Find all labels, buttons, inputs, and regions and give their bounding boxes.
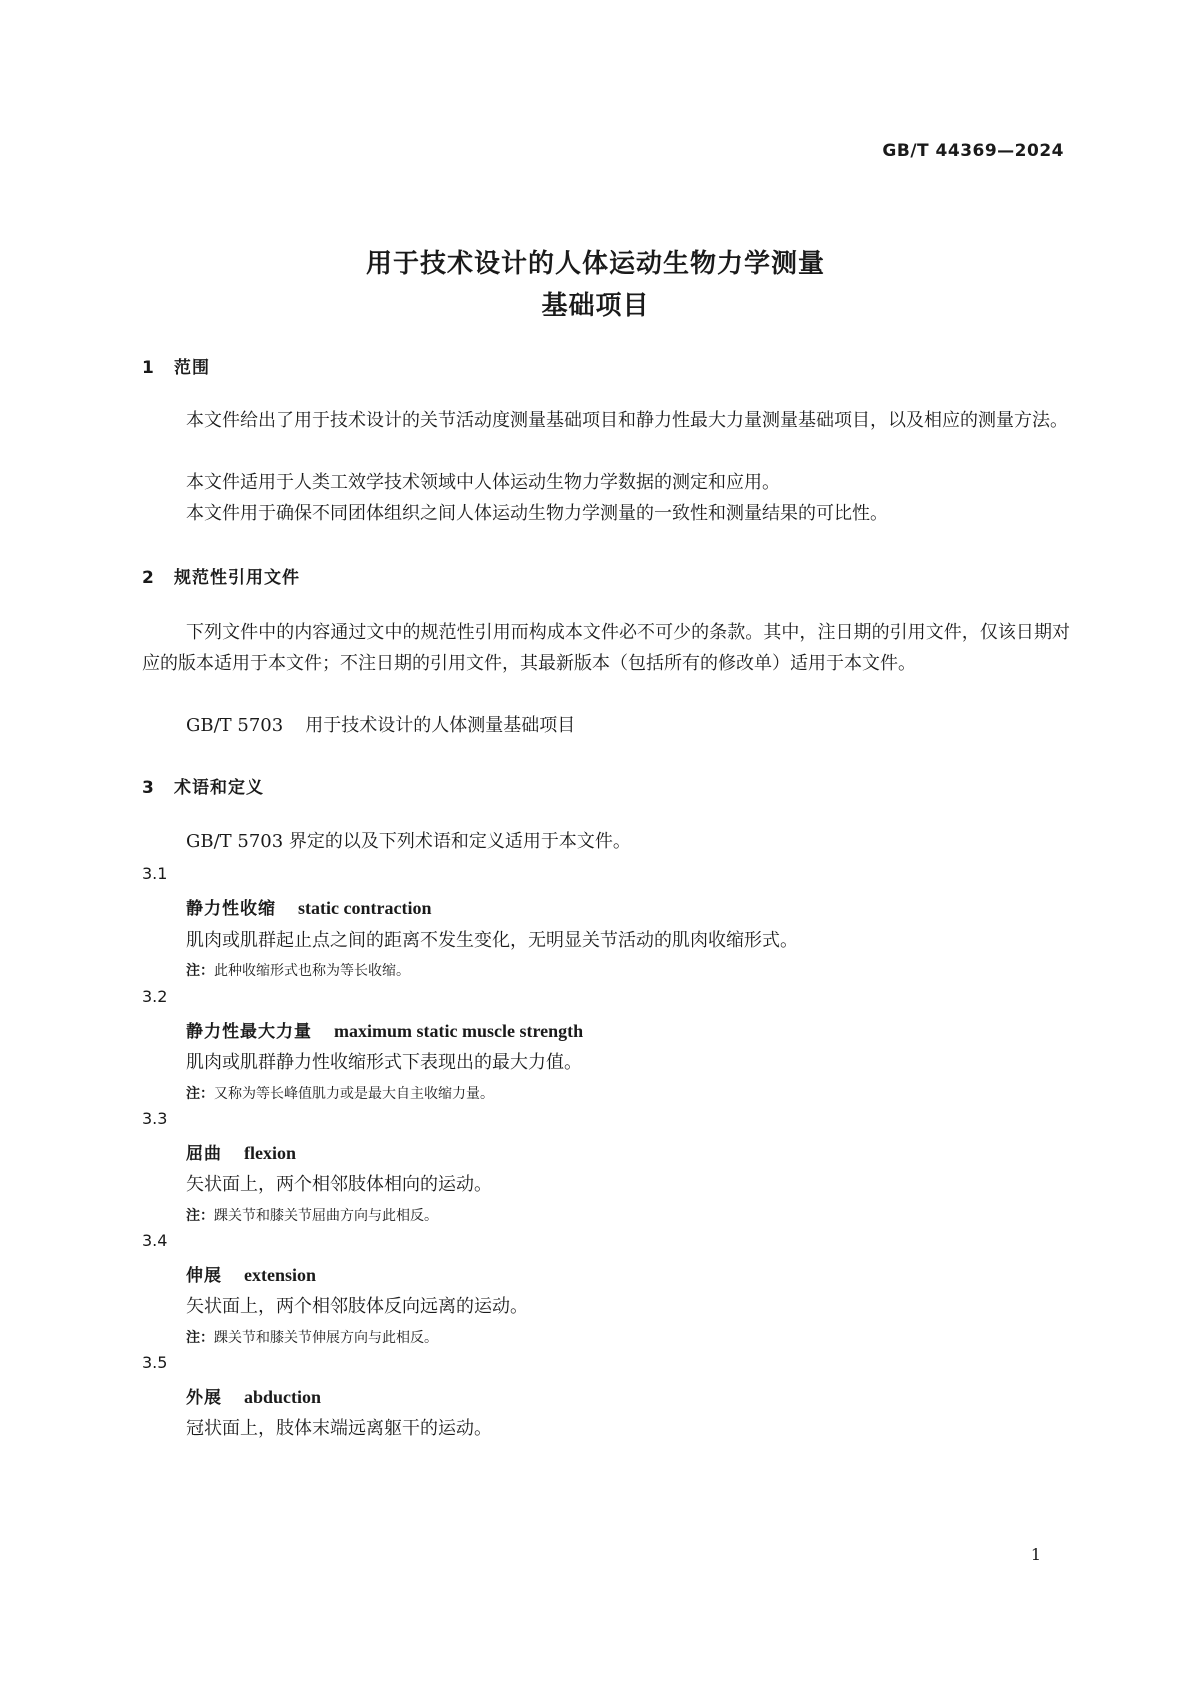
term-definition: 冠状面上，肢体末端远离躯干的运动。 bbox=[186, 1418, 492, 1439]
note-text: 此种收缩形式也称为等长收缩。 bbox=[214, 963, 410, 979]
term-definition: 矢状面上，两个相邻肢体反向远离的运动。 bbox=[186, 1296, 528, 1317]
term-number: 3.1 bbox=[142, 864, 168, 883]
section-title: 术语和定义 bbox=[174, 778, 264, 798]
term-definition: 矢状面上，两个相邻肢体相向的运动。 bbox=[186, 1174, 492, 1195]
scope-paragraph-2: 本文件适用于人类工效学技术领域中人体运动生物力学数据的测定和应用。 bbox=[186, 472, 780, 493]
term-chinese: 静力性收缩 bbox=[186, 899, 276, 919]
page-number: 1 bbox=[1030, 1545, 1041, 1564]
term-note bbox=[186, 1083, 494, 1103]
term-chinese: 外展 bbox=[186, 1388, 222, 1408]
term-entry bbox=[186, 1261, 316, 1286]
section-title: 范围 bbox=[174, 358, 210, 378]
terms-intro: GB/T 5703 界定的以及下列术语和定义适用于本文件。 bbox=[186, 831, 631, 852]
term-english: maximum static muscle strength bbox=[334, 1021, 584, 1041]
term-number: 3.5 bbox=[142, 1353, 168, 1372]
standard-code: GB/T 44369—2024 bbox=[882, 141, 1064, 161]
section-number: 3 bbox=[142, 778, 155, 798]
term-note bbox=[186, 1327, 438, 1347]
section-1-heading bbox=[142, 353, 210, 378]
term-english: abduction bbox=[244, 1387, 322, 1407]
term-number: 3.2 bbox=[142, 987, 168, 1006]
term-entry bbox=[186, 1139, 296, 1164]
term-number: 3.4 bbox=[142, 1231, 168, 1250]
note-label: 注： bbox=[186, 1208, 214, 1224]
document-title-line1: 用于技术设计的人体运动生物力学测量 bbox=[365, 249, 825, 279]
term-number: 3.3 bbox=[142, 1109, 168, 1128]
note-label: 注： bbox=[186, 963, 214, 979]
section-title: 规范性引用文件 bbox=[174, 568, 300, 588]
term-english: static contraction bbox=[298, 898, 432, 918]
term-entry bbox=[186, 894, 431, 919]
term-entry bbox=[186, 1017, 583, 1042]
section-2-heading bbox=[142, 563, 300, 588]
term-english: flexion bbox=[244, 1143, 296, 1163]
note-text: 踝关节和膝关节伸展方向与此相反。 bbox=[214, 1330, 438, 1346]
reference-entry bbox=[186, 710, 575, 741]
reference-title: 用于技术设计的人体测量基础项目 bbox=[305, 715, 576, 736]
document-title-line2: 基础项目 bbox=[541, 291, 650, 321]
section-number: 1 bbox=[142, 358, 155, 378]
term-english: extension bbox=[244, 1265, 316, 1285]
note-text: 踝关节和膝关节屈曲方向与此相反。 bbox=[214, 1208, 438, 1224]
term-note bbox=[186, 960, 410, 980]
scope-paragraph-3: 本文件用于确保不同团体组织之间人体运动生物力学测量的一致性和测量结果的可比性。 bbox=[186, 503, 888, 524]
reference-code: GB/T 5703 bbox=[186, 715, 284, 736]
term-chinese: 屈曲 bbox=[186, 1144, 222, 1164]
normative-refs-paragraph: 下列文件中的内容通过文中的规范性引用而构成本文件必不可少的条款。其中，注日期的引用文件，仅该日期对应的版本适用于本文件；不注日期的引用文件，其最新版本（包括所有的修改单）适用于本文件。 bbox=[142, 622, 1070, 674]
section-3-heading bbox=[142, 773, 264, 798]
term-definition: 肌肉或肌群静力性收缩形式下表现出的最大力值。 bbox=[186, 1052, 582, 1073]
term-entry bbox=[186, 1383, 321, 1408]
term-chinese: 静力性最大力量 bbox=[186, 1022, 312, 1042]
note-label: 注： bbox=[186, 1330, 214, 1346]
section-number: 2 bbox=[142, 568, 155, 588]
note-text: 又称为等长峰值肌力或是最大自主收缩力量。 bbox=[214, 1086, 494, 1102]
term-note bbox=[186, 1205, 438, 1225]
scope-paragraph-1: 本文件给出了用于技术设计的关节活动度测量基础项目和静力性最大力量测量基础项目，以及相应的测量方法。 bbox=[186, 410, 1068, 431]
term-chinese: 伸展 bbox=[186, 1266, 222, 1286]
term-definition: 肌肉或肌群起止点之间的距离不发生变化，无明显关节活动的肌肉收缩形式。 bbox=[186, 930, 798, 951]
note-label: 注： bbox=[186, 1086, 214, 1102]
